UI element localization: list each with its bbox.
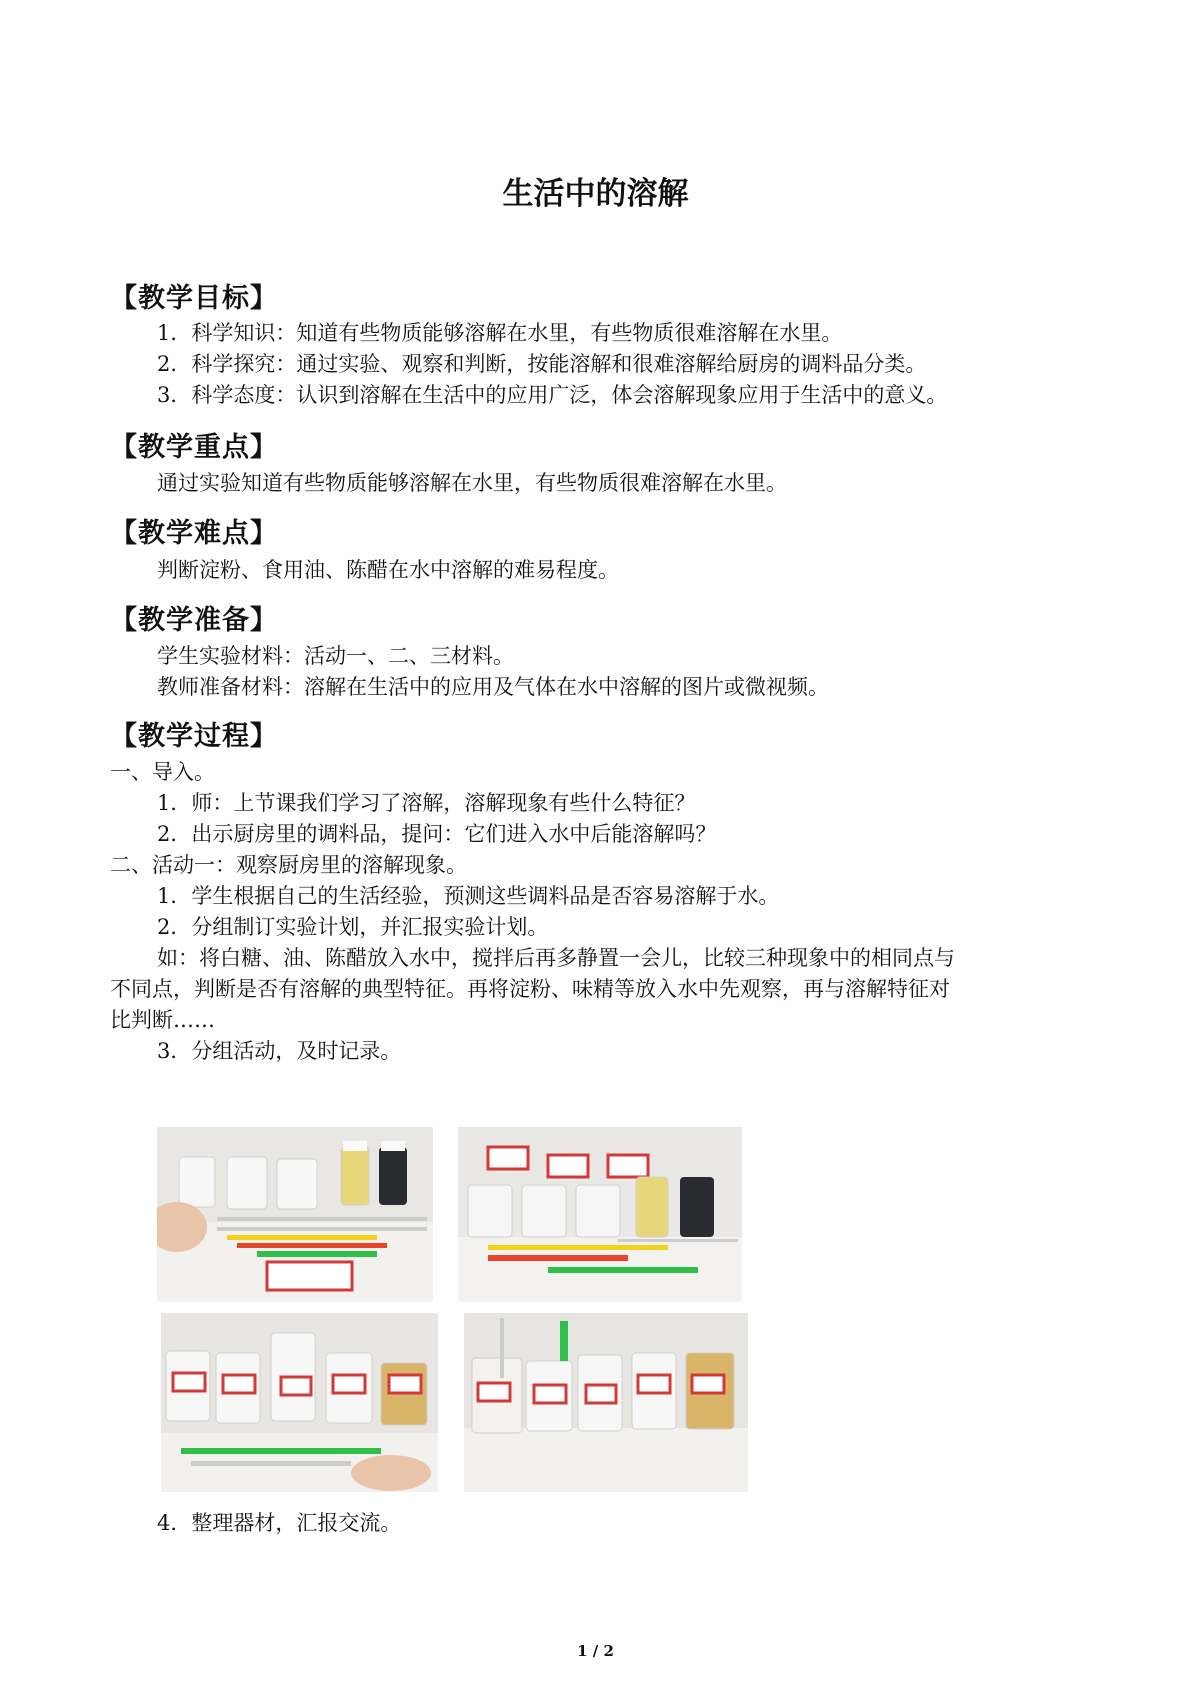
process-step: 2．出示厨房里的调料品，提问：它们进入水中后能溶解吗？ (157, 822, 717, 846)
preparation-item: 教师准备材料：溶解在生活中的应用及气体在水中溶解的图片或微视频。 (157, 675, 829, 699)
lab-cups-photo-icon (464, 1313, 748, 1492)
objective-item: 1．科学知识：知道有些物质能够溶解在水里，有些物质很难溶解在水里。 (157, 321, 843, 345)
preparation-item: 学生实验材料：活动一、二、三材料。 (157, 644, 514, 668)
experiment-photo-1 (157, 1127, 433, 1302)
objective-item: 3．科学态度：认识到溶解在生活中的应用广泛，体会溶解现象应用于生活中的意义。 (157, 383, 948, 407)
section-heading-preparation: 【教学准备】 (110, 605, 278, 636)
process-step: 1．师：上节课我们学习了溶解，溶解现象有些什么特征？ (157, 791, 696, 815)
process-step: 2．分组制订实验计划，并汇报实验计划。 (157, 915, 549, 939)
process-paragraph-line: 如：将白糖、油、陈醋放入水中，搅拌后再多静置一会儿，比较三种现象中的相同点与 (157, 946, 955, 970)
process-step: 4．整理器材，汇报交流。 (157, 1511, 402, 1535)
process-step: 3．分组活动，及时记录。 (157, 1039, 402, 1063)
page-number: 1 / 2 (577, 1642, 614, 1660)
process-paragraph-line: 不同点，判断是否有溶解的典型特征。再将淀粉、味精等放入水中先观察，再与溶解特征对 (110, 977, 950, 1001)
experiment-photo-4 (464, 1313, 748, 1492)
objective-item: 2．科学探究：通过实验、观察和判断，按能溶解和很难溶解给厨房的调料品分类。 (157, 352, 927, 376)
section-heading-key-point: 【教学重点】 (110, 432, 278, 463)
experiment-photo-2 (458, 1127, 742, 1302)
experiment-photo-3 (161, 1313, 438, 1492)
page-title: 生活中的溶解 (502, 176, 689, 212)
lab-cups-photo-icon (161, 1313, 438, 1492)
lab-cups-photo-icon (458, 1127, 742, 1302)
key-point-text: 通过实验知道有些物质能够溶解在水里，有些物质很难溶解在水里。 (157, 471, 787, 495)
section-heading-objectives: 【教学目标】 (110, 283, 278, 314)
difficulty-text: 判断淀粉、食用油、陈醋在水中溶解的难易程度。 (157, 558, 619, 582)
process-paragraph-line: 比判断…… (110, 1008, 215, 1032)
process-part-title: 一、导入。 (110, 760, 215, 784)
lab-cups-photo-icon (157, 1127, 433, 1302)
process-step: 1．学生根据自己的生活经验，预测这些调料品是否容易溶解于水。 (157, 884, 780, 908)
section-heading-difficulty: 【教学难点】 (110, 518, 278, 549)
section-heading-process: 【教学过程】 (110, 721, 278, 752)
process-part-title: 二、活动一：观察厨房里的溶解现象。 (110, 853, 467, 877)
